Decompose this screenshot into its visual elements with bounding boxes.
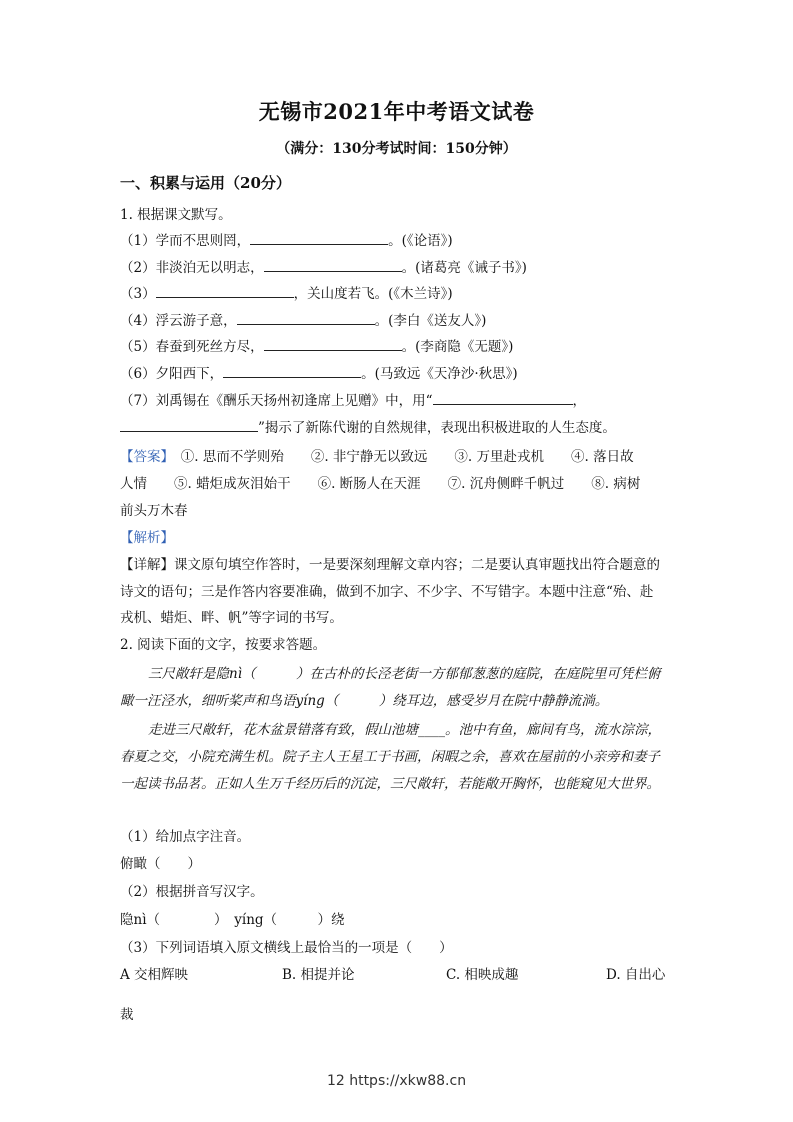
option-c[interactable]: C. 相映成趣 [446,967,519,983]
analysis-line-3: 戎机、蜡炬、畔、帆”等字词的书写。 [120,610,343,626]
option-a[interactable]: A 交相辉映 [120,967,189,983]
q1-item-7-cont: ”揭示了新陈代谢的自然规律，表现出积极进取的人生态度。 [120,416,616,436]
answer-blank[interactable] [433,392,573,405]
answer-blank[interactable] [120,419,258,432]
answer-line-3: 前头万木春 [120,503,188,519]
page-footer: 12 https://xkw88.cn [326,1073,467,1089]
q1-item-3: （3） ，关山度若飞。(《木兰诗》) [120,286,453,302]
answer-blank[interactable] [250,232,388,245]
answer-blank[interactable] [223,365,361,378]
question-2-stem: 2. 阅读下面的文字，按要求答题。 [120,637,327,653]
analysis-line-1: 【详解】课文原句填空作答时，一是要深刻理解文章内容；二是要认真审题找出符合题意的 [120,557,660,573]
passage-p1-line-2: 瞰一汪泾水，细听桨声和鸟语yíng（ ）绕耳边，感受岁月在院中静静流淌。 [120,693,609,709]
passage-p1-line-1: 三尺敞轩是隐nì（ ）在古朴的长泾老街一方郁郁葱葱的庭院，在庭院里可凭栏俯 [148,666,661,682]
page-subtitle: （满分：130分考试时间：150分钟） [276,141,517,157]
option-d-wrap: 裁 [120,1007,134,1023]
passage-p2-line-3: 一起读书品茗。正如人生万千经历后的沉淀，三尺敞轩，若能敞开胸怀，也能窥见大世界。 [120,776,660,792]
answer-blank[interactable] [264,259,402,272]
answer-blank[interactable] [237,312,375,325]
sub-question-2-item: 隐nì（ ） yíng（ ）绕 [120,912,345,928]
q1-item-6: （6）夕阳西下， 。(马致远《天净沙·秋思》) [120,366,518,382]
q1-item-1: （1）学而不思则罔， 。(《论语》) [120,233,453,249]
answer-blank[interactable] [156,285,294,298]
page-title: 无锡市2021年中考语文试卷 [258,99,535,124]
q1-item-4: （4）浮云游子意， 。(李白《送友人》) [120,313,487,329]
passage-p2-line-1: 走进三尺敞轩，花木盆景错落有致，假山池塘____。池中有鱼，廊间有鸟，流水淙淙， [148,722,661,738]
question-1-stem: 1. 根据课文默写。 [120,207,232,223]
sub-question-1: （1）给加点字注音。 [120,829,251,845]
q1-item-7: （7）刘禹锡在《酬乐天扬州初逢席上见赠》中，用“ ， [120,393,586,409]
sub-question-3: （3）下列词语填入原文横线上最恰当的一项是（ ） [120,940,453,956]
answer-blank[interactable] [264,338,402,351]
q1-item-2: （2）非淡泊无以明志， 。(诸葛亮《诫子书》) [120,260,527,276]
passage-p2-line-2: 春夏之交，小院充满生机。院子主人王星工于书画，闲暇之余，喜欢在屋前的小亲旁和妻子 [120,749,660,765]
sub-question-1-item: 俯瞰（ ） [120,856,201,872]
option-b[interactable]: B. 相提并论 [282,967,355,983]
option-d[interactable]: D. 自出心 [606,967,666,983]
q1-item-5: （5）春蚕到死丝方尽， 。(李商隐《无题》) [120,339,514,355]
analysis-tag: 【解析】 [120,530,174,546]
answer-line-2: 人情 ⑤. 蜡炬成灰泪始干 ⑥. 断肠人在天涯 ⑦. 沉舟侧畔千帆过 ⑧. 病树 [120,476,641,492]
section-heading: 一、积累与运用（20分） [120,174,291,192]
sub-question-2: （2）根据拼音写汉字。 [120,884,264,900]
answer-tag: 【答案】 [120,449,168,465]
analysis-line-2: 诗文的语句；三是作答内容要准确，做到不加字、不少字、不写错字。本题中注意“殆、赴 [120,584,654,600]
answer-line-1: 【答案】 ①. 思而不学则殆 ②. 非宁静无以致远 ③. 万里赴戎机 ④. 落日故 [120,449,634,465]
